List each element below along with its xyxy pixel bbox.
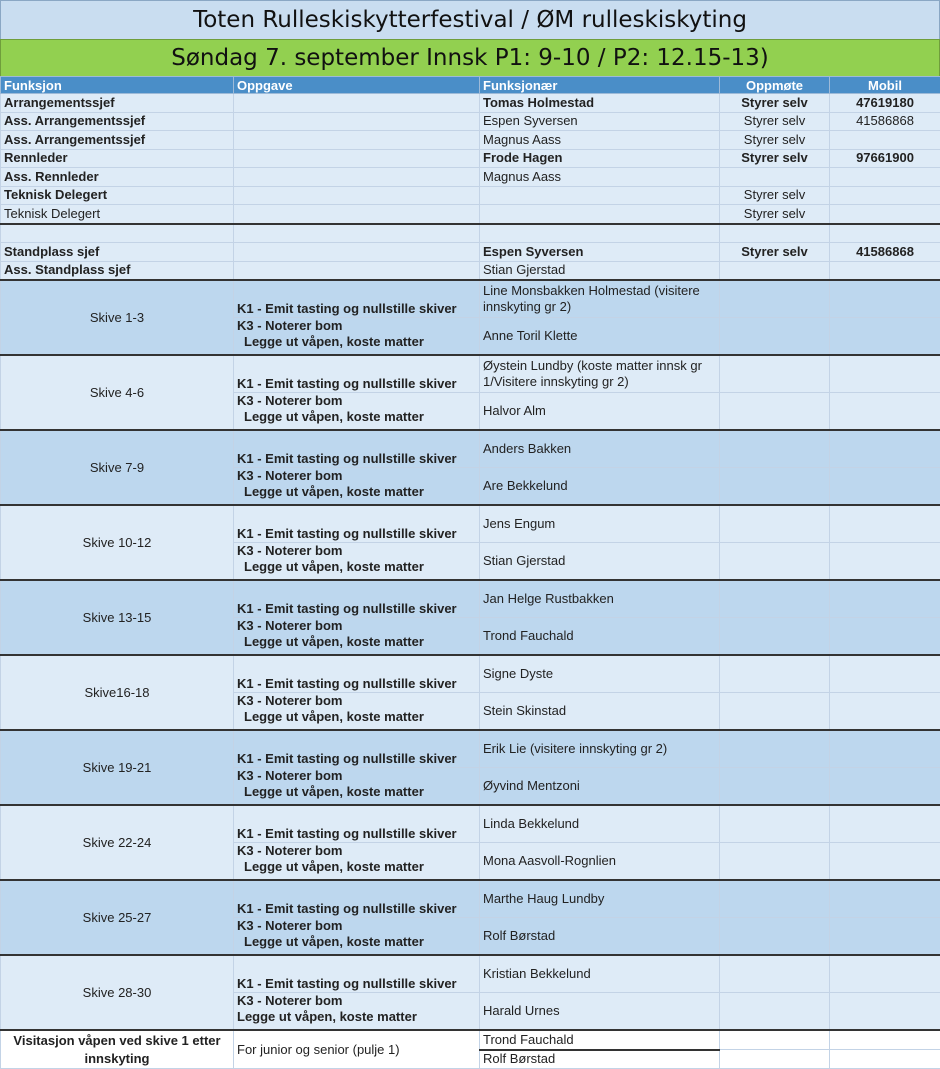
oppgave-k1[interactable]: K1 - Emit tasting og nullstille skiver (234, 880, 480, 918)
skive-row-k1 (1, 730, 940, 768)
k3-line2: Legge ut våpen, koste matter (237, 859, 476, 875)
funksjonaer-k1[interactable]: Marthe Haug Lundby (480, 880, 720, 918)
mobil-cell[interactable] (830, 355, 940, 393)
mobil-cell[interactable] (830, 618, 940, 656)
oppmote-cell[interactable] (720, 168, 830, 187)
k3-line2: Legge ut våpen, koste matter (237, 409, 476, 425)
funksjon-cell[interactable]: Rennleder (1, 149, 234, 168)
k3-line1: K3 - Noterer bom (237, 918, 476, 934)
oppmote-cell[interactable] (720, 880, 830, 918)
oppmote-cell[interactable]: Styrer selv (720, 131, 830, 150)
skive-label[interactable]: Skive 10-12 (1, 505, 234, 580)
staff-row (1, 94, 940, 113)
funksjonaer-k1[interactable]: Anders Bakken (480, 430, 720, 468)
oppgave-cell[interactable] (234, 131, 480, 150)
oppgave-k1[interactable]: K1 - Emit tasting og nullstille skiver (234, 580, 480, 618)
funksjon-cell[interactable]: Ass. Arrangementssjef (1, 112, 234, 131)
staff-row (1, 205, 940, 224)
visitasjon-oppgave[interactable]: For junior og senior (pulje 1) (234, 1030, 480, 1069)
oppmote-cell[interactable] (720, 655, 830, 693)
oppgave-k1[interactable]: K1 - Emit tasting og nullstille skiver (234, 805, 480, 843)
skive-label[interactable]: Skive 25-27 (1, 880, 234, 955)
visitasjon-name[interactable]: Rolf Børstad (480, 1050, 720, 1069)
k3-line2: Legge ut våpen, koste matter (237, 484, 476, 500)
oppgave-k3[interactable] (234, 843, 480, 881)
funksjonaer-cell[interactable] (480, 205, 720, 224)
funksjon-cell[interactable]: Standplass sjef (1, 243, 234, 262)
mobil-cell[interactable] (830, 430, 940, 468)
skive-label[interactable]: Skive16-18 (1, 655, 234, 730)
mobil-cell[interactable] (830, 1030, 940, 1050)
mobil-cell[interactable] (830, 224, 940, 243)
oppgave-k3[interactable] (234, 468, 480, 506)
oppmote-cell[interactable] (720, 468, 830, 506)
staff-row (1, 149, 940, 168)
oppgave-cell[interactable] (234, 186, 480, 205)
mobil-cell[interactable] (830, 955, 940, 993)
k3-line1: K3 - Noterer bom (237, 618, 476, 634)
skive-label[interactable]: Skive 13-15 (1, 580, 234, 655)
funksjon-cell[interactable]: Teknisk Delegert (1, 186, 234, 205)
oppgave-k3[interactable] (234, 318, 480, 356)
oppmote-cell[interactable]: Styrer selv (720, 112, 830, 131)
visitasjon-name[interactable]: Trond Fauchald (480, 1030, 720, 1050)
mobil-cell[interactable] (830, 730, 940, 768)
oppgave-k1[interactable]: K1 - Emit tasting og nullstille skiver (234, 430, 480, 468)
oppmote-cell[interactable] (720, 355, 830, 393)
oppmote-cell[interactable] (720, 318, 830, 356)
funksjonaer-k3[interactable]: Are Bekkelund (480, 468, 720, 506)
header-mobil[interactable]: Mobil (830, 77, 940, 94)
funksjonaer-cell[interactable]: Frode Hagen (480, 149, 720, 168)
funksjonaer-k3[interactable]: Øyvind Mentzoni (480, 768, 720, 806)
k3-line2: Legge ut våpen, koste matter (237, 634, 476, 650)
funksjonaer-cell[interactable]: Espen Syversen (480, 243, 720, 262)
k3-line2: Legge ut våpen, koste matter (237, 334, 476, 350)
staff-row (1, 186, 940, 205)
skive-row-k1 (1, 505, 940, 543)
funksjonaer-cell[interactable]: Magnus Aass (480, 168, 720, 187)
oppmote-cell[interactable]: Styrer selv (720, 94, 830, 113)
oppmote-cell[interactable]: Styrer selv (720, 186, 830, 205)
oppmote-cell[interactable] (720, 543, 830, 581)
k3-line1: K3 - Noterer bom (237, 468, 476, 484)
funksjonaer-k3[interactable]: Rolf Børstad (480, 918, 720, 956)
skive-row-k1 (1, 280, 940, 318)
oppmote-cell[interactable] (720, 393, 830, 431)
skive-row-k1 (1, 355, 940, 393)
oppgave-cell[interactable] (234, 94, 480, 113)
funksjonaer-k1[interactable]: Jens Engum (480, 505, 720, 543)
skive-row-k1 (1, 655, 940, 693)
oppgave-cell[interactable] (234, 149, 480, 168)
k3-line1: K3 - Noterer bom (237, 393, 476, 409)
staff-row (1, 224, 940, 243)
oppmote-cell[interactable]: Styrer selv (720, 243, 830, 262)
oppgave-k3[interactable] (234, 693, 480, 731)
visitasjon-row (1, 1030, 940, 1050)
oppmote-cell[interactable] (720, 955, 830, 993)
funksjonaer-k3[interactable]: Stein Skinstad (480, 693, 720, 731)
header-oppgave[interactable]: Oppgave (234, 77, 480, 94)
oppgave-k1[interactable]: K1 - Emit tasting og nullstille skiver (234, 730, 480, 768)
oppgave-k1[interactable]: K1 - Emit tasting og nullstille skiver (234, 505, 480, 543)
header-oppmote[interactable]: Oppmøte (720, 77, 830, 94)
header-row (1, 77, 940, 94)
skive-label[interactable]: Skive 22-24 (1, 805, 234, 880)
funksjonaer-k3[interactable]: Halvor Alm (480, 393, 720, 431)
oppmote-cell[interactable] (720, 280, 830, 318)
header-funksjon[interactable]: Funksjon (1, 77, 234, 94)
oppgave-cell[interactable] (234, 243, 480, 262)
mobil-cell[interactable] (830, 580, 940, 618)
k3-line1: K3 - Noterer bom (237, 318, 476, 334)
oppmote-cell[interactable] (720, 580, 830, 618)
oppgave-k1[interactable]: K1 - Emit tasting og nullstille skiver (234, 655, 480, 693)
oppgave-k1[interactable]: K1 - Emit tasting og nullstille skiver (234, 280, 480, 318)
k3-line1: K3 - Noterer bom (237, 693, 476, 709)
mobil-cell[interactable] (830, 280, 940, 318)
oppgave-cell[interactable] (234, 261, 480, 280)
oppmote-cell[interactable] (720, 505, 830, 543)
oppmote-cell[interactable] (720, 843, 830, 881)
funksjonaer-cell[interactable]: Tomas Holmestad (480, 94, 720, 113)
funksjonaer-cell[interactable] (480, 186, 720, 205)
oppmote-cell[interactable] (720, 993, 830, 1031)
visitasjon-funksjon[interactable]: Visitasjon våpen ved skive 1 etter innskyting (1, 1030, 234, 1069)
funksjon-cell[interactable]: Arrangementssjef (1, 94, 234, 113)
funksjonaer-k1[interactable]: Kristian Bekkelund (480, 955, 720, 993)
funksjon-cell[interactable]: Ass. Standplass sjef (1, 261, 234, 280)
funksjon-cell[interactable]: Ass. Rennleder (1, 168, 234, 187)
k3-line1: K3 - Noterer bom (237, 543, 476, 559)
funksjonaer-k1[interactable]: Linda Bekkelund (480, 805, 720, 843)
funksjonaer-k1[interactable]: Signe Dyste (480, 655, 720, 693)
oppgave-cell[interactable] (234, 112, 480, 131)
mobil-cell[interactable] (830, 318, 940, 356)
oppgave-cell[interactable] (234, 205, 480, 224)
funksjonaer-cell[interactable]: Stian Gjerstad (480, 261, 720, 280)
skive-row-k1 (1, 580, 940, 618)
header-funksjonaer[interactable]: Funksjonær (480, 77, 720, 94)
mobil-cell[interactable]: 97661900 (830, 149, 940, 168)
k3-line2: Legge ut våpen, koste matter (237, 559, 476, 575)
oppgave-k3[interactable] (234, 393, 480, 431)
funksjon-cell[interactable]: Teknisk Delegert (1, 205, 234, 224)
k3-line1: K3 - Noterer bom (237, 843, 476, 859)
oppmote-cell[interactable]: Styrer selv (720, 205, 830, 224)
skive-row-k1 (1, 955, 940, 993)
funksjonaer-k1[interactable]: Øystein Lundby (koste matter innsk gr 1/Visitere innskyting gr 2) (480, 355, 720, 393)
skive-row-k1 (1, 805, 940, 843)
mobil-cell[interactable] (830, 468, 940, 506)
k3-line2: Legge ut våpen, koste matter (237, 709, 476, 725)
oppgave-k3[interactable] (234, 543, 480, 581)
mobil-cell[interactable] (830, 168, 940, 187)
oppgave-cell[interactable] (234, 168, 480, 187)
oppgave-k3[interactable] (234, 618, 480, 656)
mobil-cell[interactable] (830, 918, 940, 956)
skive-label[interactable]: Skive 7-9 (1, 430, 234, 505)
oppmote-cell[interactable] (720, 1030, 830, 1050)
mobil-cell[interactable] (830, 768, 940, 806)
mobil-cell[interactable] (830, 1050, 940, 1069)
skive-label[interactable]: Skive 4-6 (1, 355, 234, 430)
mobil-cell[interactable] (830, 805, 940, 843)
funksjonaer-k3[interactable]: Stian Gjerstad (480, 543, 720, 581)
oppmote-cell[interactable] (720, 261, 830, 280)
funksjonaer-cell[interactable]: Espen Syversen (480, 112, 720, 131)
mobil-cell[interactable] (830, 261, 940, 280)
mobil-cell[interactable] (830, 131, 940, 150)
funksjonaer-cell[interactable] (480, 224, 720, 243)
oppmote-cell[interactable] (720, 618, 830, 656)
k3-line1: K3 - Noterer bom (237, 768, 476, 784)
oppmote-cell[interactable]: Styrer selv (720, 149, 830, 168)
staff-row (1, 168, 940, 187)
staff-row (1, 112, 940, 131)
mobil-cell[interactable]: 41586868 (830, 243, 940, 262)
oppmote-cell[interactable] (720, 224, 830, 243)
staff-row (1, 243, 940, 262)
k3-line1: K3 - Noterer bom (237, 993, 476, 1009)
staff-table (0, 76, 940, 1069)
funksjonaer-cell[interactable]: Magnus Aass (480, 131, 720, 150)
mobil-cell[interactable]: 47619180 (830, 94, 940, 113)
skive-row-k1 (1, 880, 940, 918)
funksjonaer-k3[interactable]: Mona Aasvoll-Rognlien (480, 843, 720, 881)
funksjonaer-k1[interactable]: Jan Helge Rustbakken (480, 580, 720, 618)
k3-line2: Legge ut våpen, koste matter (237, 934, 476, 950)
oppgave-k3[interactable] (234, 993, 480, 1031)
skive-row-k1 (1, 430, 940, 468)
oppmote-cell[interactable] (720, 430, 830, 468)
funksjonaer-k1[interactable]: Line Monsbakken Holmestad (visitere innskyting gr 2) (480, 280, 720, 318)
mobil-cell[interactable] (830, 655, 940, 693)
mobil-cell[interactable] (830, 843, 940, 881)
funksjonaer-k1[interactable]: Erik Lie (visitere innskyting gr 2) (480, 730, 720, 768)
mobil-cell[interactable] (830, 505, 940, 543)
oppmote-cell[interactable] (720, 805, 830, 843)
funksjonaer-k3[interactable]: Trond Fauchald (480, 618, 720, 656)
oppmote-cell[interactable] (720, 693, 830, 731)
sheet-subtitle: Søndag 7. september Innsk P1: 9-10 / P2: 12.15-13) (0, 39, 940, 77)
mobil-cell[interactable] (830, 993, 940, 1031)
skive-label[interactable]: Skive 28-30 (1, 955, 234, 1030)
mobil-cell[interactable] (830, 205, 940, 224)
mobil-cell[interactable] (830, 880, 940, 918)
staff-row (1, 261, 940, 280)
oppmote-cell[interactable] (720, 1050, 830, 1069)
mobil-cell[interactable]: 41586868 (830, 112, 940, 131)
mobil-cell[interactable] (830, 543, 940, 581)
mobil-cell[interactable] (830, 393, 940, 431)
k3-line2: Legge ut våpen, koste matter (237, 1009, 476, 1025)
oppgave-cell[interactable] (234, 224, 480, 243)
oppgave-k1[interactable]: K1 - Emit tasting og nullstille skiver (234, 955, 480, 993)
oppmote-cell[interactable] (720, 768, 830, 806)
mobil-cell[interactable] (830, 693, 940, 731)
k3-line2: Legge ut våpen, koste matter (237, 784, 476, 800)
sheet-title: Toten Rulleskiskytterfestival / ØM rulleskiskyting (0, 0, 940, 40)
funksjon-cell[interactable] (1, 224, 234, 243)
oppmote-cell[interactable] (720, 918, 830, 956)
funksjon-cell[interactable]: Ass. Arrangementssjef (1, 131, 234, 150)
oppgave-k1[interactable]: K1 - Emit tasting og nullstille skiver (234, 355, 480, 393)
funksjonaer-k3[interactable]: Anne Toril Klette (480, 318, 720, 356)
oppgave-k3[interactable] (234, 768, 480, 806)
skive-label[interactable]: Skive 19-21 (1, 730, 234, 805)
oppmote-cell[interactable] (720, 730, 830, 768)
staff-row (1, 131, 940, 150)
oppgave-k3[interactable] (234, 918, 480, 956)
skive-label[interactable]: Skive 1-3 (1, 280, 234, 355)
mobil-cell[interactable] (830, 186, 940, 205)
funksjonaer-k3[interactable]: Harald Urnes (480, 993, 720, 1031)
